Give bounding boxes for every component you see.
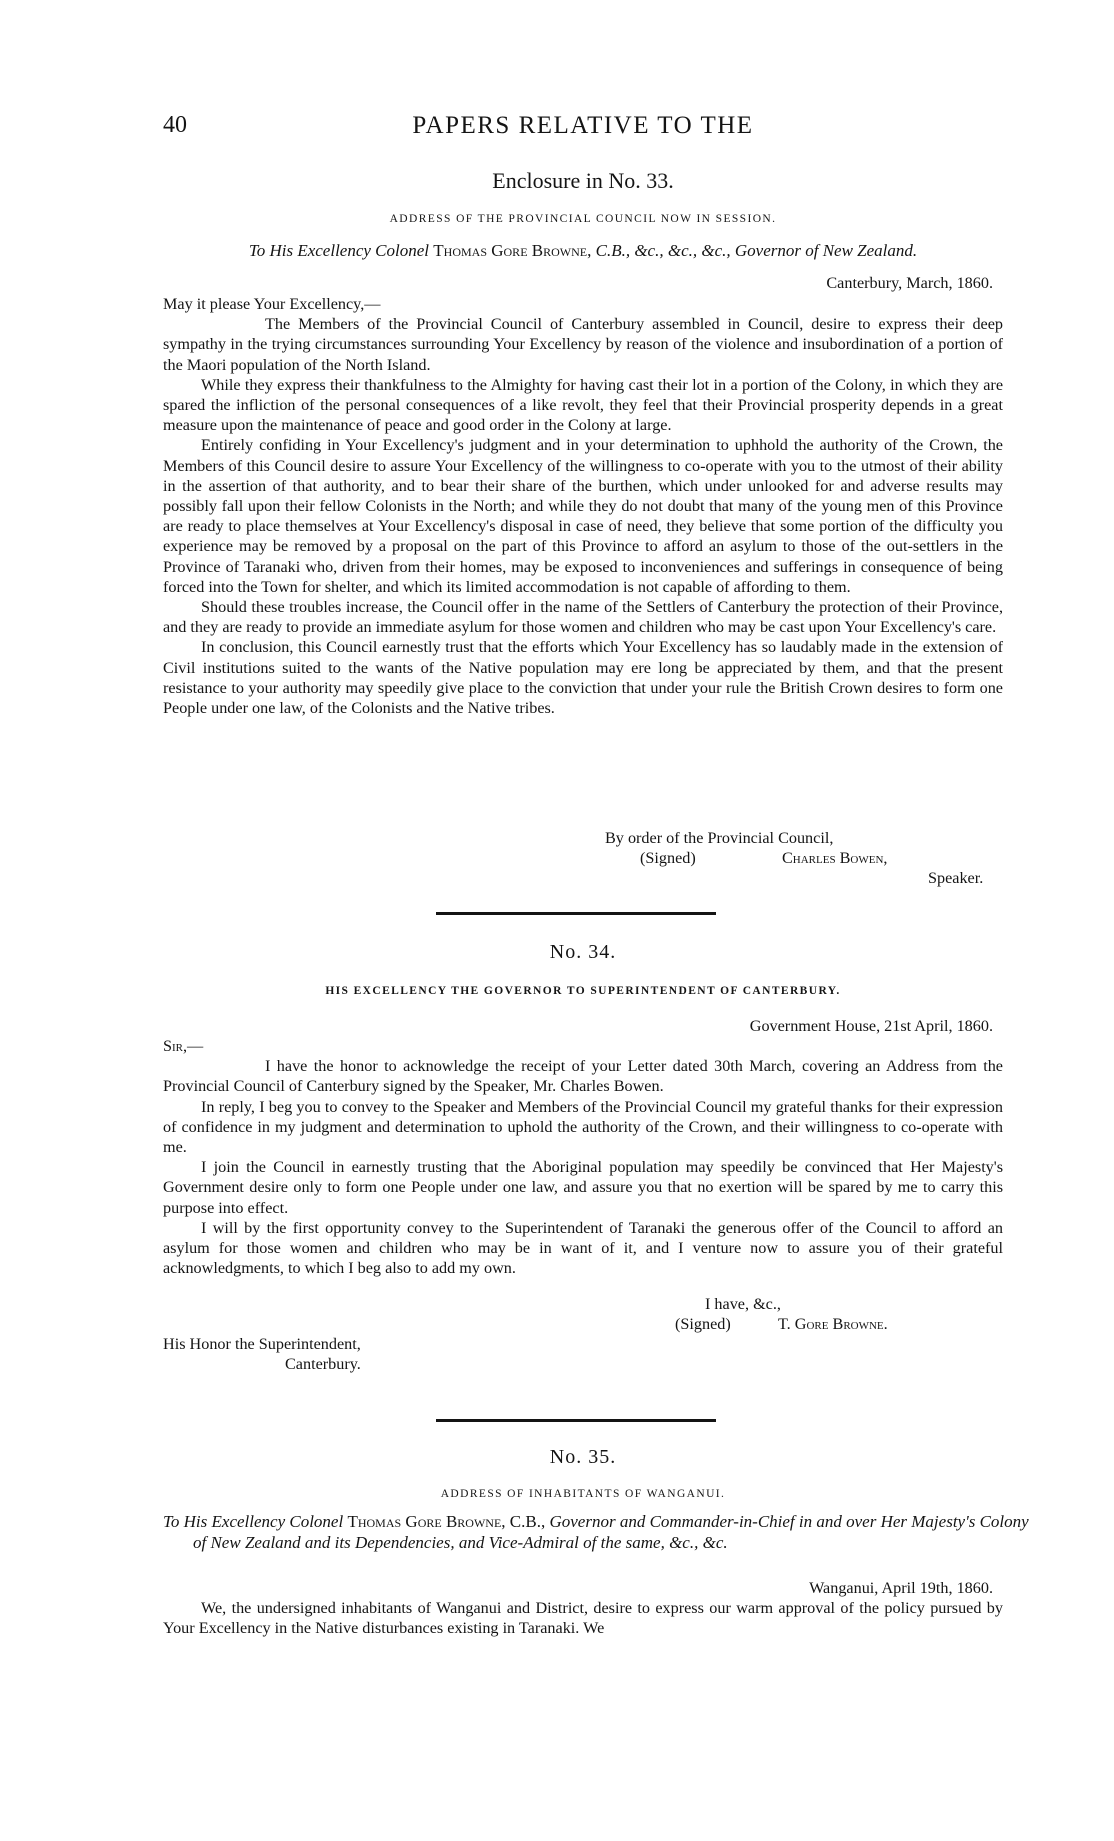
no34-paragraph: I have the honor to acknowledge the receipt of your Letter dated 30th March, covering an Address from the Provincial Council of Canterbury signed by the Speaker, Mr. Charles Bowen. <box>163 1057 1003 1096</box>
address-to-name: Thomas Gore Browne, C.B., <box>347 1512 546 1531</box>
address-to-post: Governor and Commander-in-Chief in and over Her Majesty's Colony of New Zealand and its Dependencies, and Vice-Admiral of the same, &c., &c. <box>193 1512 1029 1552</box>
enclosure-paragraph: While they express their thankfulness to the Almighty for having cast their lot in a portion of the Colony, in which they are spared the infliction of the personal consequences of a like revolt, they feel that their Provincial prosperity depends in a great measure upon the maintenance of peace and good order in the Colony at large. <box>163 375 1003 435</box>
page-number: 40 <box>163 112 187 138</box>
enclosure-dateline: Canterbury, March, 1860. <box>826 274 993 292</box>
no35-address-to <box>163 1511 1033 1553</box>
no34-dateline: Government House, 21st April, 1860. <box>749 1017 993 1035</box>
section-divider <box>436 912 716 915</box>
enclosure-paragraph: Should these troubles increase, the Council offer in the name of the Settlers of Canterbury the protection of their Province, and they are ready to provide an immediate asylum for those women and children who may be cast upon Your Excellency's care. <box>163 598 1003 637</box>
enclosure-subtitle: ADDRESS OF THE PROVINCIAL COUNCIL NOW IN SESSION. <box>389 213 777 225</box>
no34-recipient-line1: His Honor the Superintendent, <box>163 1335 361 1353</box>
no34-salutation: Sir,— <box>163 1037 204 1055</box>
no34-recipient-line2: Canterbury. <box>285 1355 361 1373</box>
enclosure-paragraph: The Members of the Provincial Council of Canterbury assembled in Council, desire to express their deep sympathy in the trying circumstances surrounding Your Excellency by reason of the violence and insubordination of a portion of the Maori population of the North Island. <box>163 315 1003 374</box>
no35-subtitle: ADDRESS OF INHABITANTS OF WANGANUI. <box>440 1488 726 1500</box>
no34-closing: I have, &c., <box>705 1295 781 1313</box>
enclosure-salutation: May it please Your Excellency,— <box>163 295 381 313</box>
no34-paragraph: I will by the first opportunity convey to the Superintendent of Taranaki the generous offer of the Council to afford an asylum for those women and children who may be in want of it, and I venture now to assure you of their grateful acknowledgments, to which I beg also to add my own. <box>163 1218 1003 1278</box>
section-divider <box>436 1419 716 1422</box>
enclosure-paragraph: In conclusion, this Council earnestly trust that the efforts which Your Excellency has so laudably made in the extension of Civil institutions suited to the wants of the Native population may ere long be appreciated by them, and that the present resistance to your authority may speedily give place to the conviction that under your rule the British Crown desires to form one People under one law, of the Colonists and the Native tribes. <box>163 638 1003 718</box>
page-header <box>163 112 1003 146</box>
enclosure-signer-title: Speaker. <box>928 869 984 887</box>
address-to-pre: To His Excellency Colonel <box>163 1512 344 1531</box>
no34-signer: T. Gore Browne. <box>778 1315 888 1333</box>
no35-heading: No. 35. <box>549 1446 617 1468</box>
enclosure-address-to <box>163 240 1003 261</box>
no34-paragraph: In reply, I beg you to convey to the Speaker and Members of the Provincial Council my grateful thanks for their expression of confidence in my judgment and determination to uphold the authority of the Crown, and their willingness to co-operate with me. <box>163 1097 1003 1157</box>
address-to-pre: To His Excellency Colonel <box>248 241 430 260</box>
address-to-name: Thomas Gore Browne, <box>433 241 592 260</box>
no35-body <box>163 1598 1003 1638</box>
enclosure-sign-order: By order of the Provincial Council, <box>605 829 834 847</box>
enclosure-body <box>163 294 1003 718</box>
no34-body <box>163 1036 1003 1278</box>
no34-signed-label: (Signed) <box>675 1315 731 1333</box>
no34-paragraph: I join the Council in earnestly trusting that the Aboriginal population may speedily be convinced that Her Majesty's Government desire only to form one People under one law, and assure you that no exertion will be spared by me to carry this purpose into effect. <box>163 1158 1003 1217</box>
no34-heading: No. 34. <box>549 941 617 963</box>
no35-dateline: Wanganui, April 19th, 1860. <box>809 1579 993 1597</box>
enclosure-signed-label: (Signed) <box>640 849 696 867</box>
no35-paragraph: We, the undersigned inhabitants of Wanganui and District, desire to express our warm approval of the policy pursued by Your Excellency in the Native disturbances existing in Taranaki. We <box>163 1599 1003 1638</box>
enclosure-signer: Charles Bowen, <box>782 849 888 867</box>
running-title: PAPERS RELATIVE TO THE <box>412 112 754 139</box>
enclosure-paragraph: Entirely confiding in Your Excellency's judgment and in your determination to uphhold the authority of the Crown, the Members of this Council desire to assure Your Excellency of the willingness to co-operate with you to the utmost of their ability in the assertion of that authority, and to bear their share of the burthen, which under unlooked for and adverse results may possibly fall upon their fellow Colonists in the North; and while they do not doubt that many of the young men of this Province are ready to place themselves at Your Excellency's disposal in case of need, they believe that some portion of the difficulty you experience may be removed by a proposal on the part of this Province to afford an asylum to those of the out-settlers in the Province of Taranaki who, driven from their homes, may be exposed to inconveniences and sufferings in consequence of being forced into the Town for shelter, and which its limited accommodation is not capable of affording to them. <box>163 436 1003 596</box>
enclosure-title: Enclosure in No. 33. <box>492 168 674 193</box>
no34-subtitle: HIS EXCELLENCY THE GOVERNOR TO SUPERINTENDENT OF CANTERBURY. <box>325 985 841 997</box>
address-to-post: C.B., &c., &c., &c., Governor of New Zealand. <box>595 241 918 260</box>
